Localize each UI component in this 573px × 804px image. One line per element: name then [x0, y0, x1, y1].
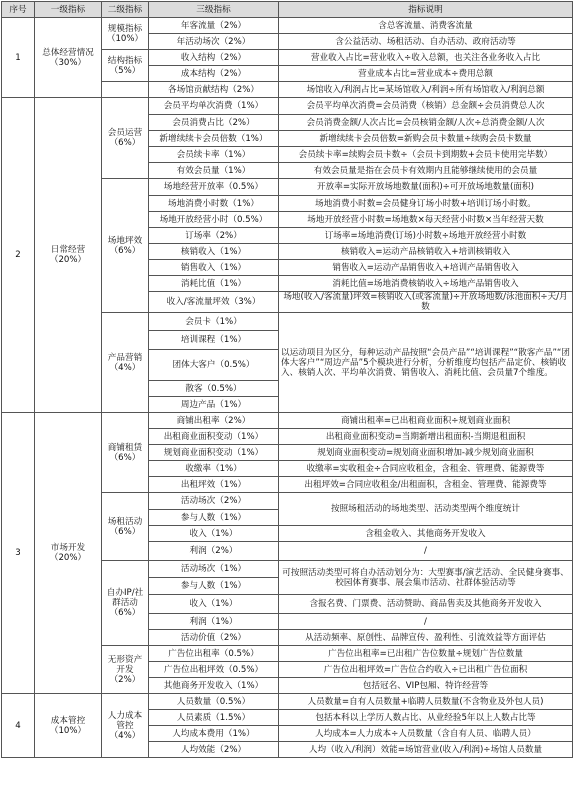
level2-indicator: 商铺租赁 （6%）: [102, 413, 149, 493]
level3-indicator: 收入（1%）: [149, 595, 279, 614]
indicator-description: 人均成本=人力成本÷人员数量（含自有人员、临聘人员）: [279, 726, 573, 742]
indicator-description: 新增续续卡会员倍数=新购会员卡数量÷续购会员卡数量: [279, 131, 573, 147]
indicator-description: 场馆收入/利润占比=某场馆收入/利润÷所有场馆收入/利润总额: [279, 82, 573, 98]
indicator-description: 场地消费小时数=会员健身订场小时数+培训订场小时数。: [279, 196, 573, 212]
level3-indicator: 商铺出租率（2%）: [149, 413, 279, 429]
table-row: [2, 413, 573, 429]
indicator-description: 核销收入=运动产品核销收入+培训核销收入: [279, 244, 573, 260]
indicator-description: 商铺出租率=已出租商业面积÷规划商业面积: [279, 413, 573, 429]
section-number: 3: [2, 413, 35, 694]
level3-indicator: 会员卡（1%）: [149, 313, 279, 331]
indicator-table: [1, 1, 573, 758]
indicator-description: 可按照活动类型可将自办活动划分为：大型赛事/演艺活动、全民健身赛事、校园体育赛事、展会集市活动、社群体验活动等: [279, 561, 573, 595]
indicator-description: 有效会员量是指在会员卡有效期内且能够继续使用的会员量: [279, 163, 573, 179]
level3-indicator: 广告位出租坪效（0.5%）: [149, 662, 279, 678]
level3-indicator: 周边产品（1%）: [149, 397, 279, 413]
level3-indicator: 年活动场次（2%）: [149, 34, 279, 50]
level3-indicator: 会员续卡率（1%）: [149, 147, 279, 163]
level3-indicator: 团体大客户（0.5%）: [149, 350, 279, 381]
level3-indicator: 出租商业面积变动（1%）: [149, 429, 279, 445]
level3-indicator: 培训课程（1%）: [149, 331, 279, 350]
section-number: 1: [2, 18, 35, 98]
indicator-description: 收缴率=实收租金÷合同应收租金，含租金、管理费、能源费等: [279, 461, 573, 477]
level3-indicator: 订场率（2%）: [149, 228, 279, 244]
table-row: [2, 98, 573, 115]
level1-indicator: 日常经营 （20%）: [35, 98, 102, 413]
indicator-description: 从活动频率、原创性、品牌宣传、盈利性、引流效益等方面评估: [279, 630, 573, 646]
table-body: [2, 18, 573, 758]
level1-indicator: 成本管控 （10%）: [35, 694, 102, 758]
level3-indicator: 人员数量（0.5%）: [149, 694, 279, 710]
indicator-description: 营业成本占比=营业成本÷费用总额: [279, 66, 573, 82]
level3-indicator: 会员消费占比（2%）: [149, 115, 279, 131]
table-row: [2, 18, 573, 34]
level2-indicator: 会员运营 （6%）: [102, 98, 149, 179]
level3-indicator: 参与人数（1%）: [149, 578, 279, 595]
level3-indicator: 出租坪效（1%）: [149, 477, 279, 493]
level3-indicator: 会员平均单次消费（1%）: [149, 98, 279, 115]
level3-indicator: 人员素质（1.5%）: [149, 710, 279, 726]
indicator-description: 按照场租活动的场地类型、活动类型两个维度统计: [279, 493, 573, 526]
level1-indicator: 市场开发 （20%）: [35, 413, 102, 694]
level3-indicator: 场地开放经营小时（0.5%）: [149, 212, 279, 228]
table-row: [2, 694, 573, 710]
level3-indicator: 活动场次（1%）: [149, 561, 279, 578]
indicator-description: /: [279, 614, 573, 630]
level3-indicator: 新增续续卡会员倍数（1%）: [149, 131, 279, 147]
indicator-description: 营业收入占比=营业收入÷收入总额，也关注各业务收入占比: [279, 50, 573, 66]
indicator-description: 含公益活动、场租活动、自办活动、政府活动等: [279, 34, 573, 50]
level3-indicator: 规划商业面积变动（1%）: [149, 445, 279, 461]
level3-indicator: 场地消费小时数（1%）: [149, 196, 279, 212]
level2-indicator: 场地坪效 （6%）: [102, 179, 149, 313]
indicator-description: 人均（收入/利润）效能=场馆营业(收入/利润)÷场馆人员数量: [279, 742, 573, 758]
indicator-description: 广告位出租率=已出租广告位数量÷规划广告位数量: [279, 646, 573, 662]
level3-indicator: 收入（1%）: [149, 526, 279, 542]
level2-indicator: 无形资产开发 （2%）: [102, 646, 149, 694]
indicator-description: 出租坪效=合同应收租金/出租面积，含租金、管理费、能源费等: [279, 477, 573, 493]
level3-indicator: 收入结构（2%）: [149, 50, 279, 66]
indicator-description: 含总客流量、消费客流量: [279, 18, 573, 34]
indicator-description: 出租商业面积变动=当期新增出租面积-当期退租面积: [279, 429, 573, 445]
section-number: 2: [2, 98, 35, 413]
level2-indicator: [102, 82, 149, 98]
level3-indicator: 核销收入（1%）: [149, 244, 279, 260]
indicator-description: 开放率=实际开放场地数量(面积)÷可开放场地数量(面积): [279, 179, 573, 196]
header-cell: 序号: [2, 2, 35, 18]
indicator-description: 场地开放经营小时数=场地数×每天经营小时数×当年经营天数: [279, 212, 573, 228]
indicator-description: 以运动项目为区分，每种运动产品按照“会员产品”“培训课程”“散客产品”“团体大客户”“周边产品”5个模块进行分析，分析维度均包括产品定价、核销收入、核销人次、平均单次消费、销售收入、消耗比值、会员量7个维度。: [279, 313, 573, 413]
level2-indicator: 自办IP/社群活动 （6%）: [102, 561, 149, 646]
indicator-description: 规划商业面积变动=规划商业面积增加-减少规划商业面积: [279, 445, 573, 461]
level3-indicator: 消耗比值（1%）: [149, 276, 279, 292]
indicator-description: 会员平均单次消费=会员消费（核销）总金额÷会员消费总人次: [279, 98, 573, 115]
level3-indicator: 收缴率（1%）: [149, 461, 279, 477]
indicator-description: 订场率=场地消费(订场)小时数÷场地开放经营小时数: [279, 228, 573, 244]
level3-indicator: 各场馆贡献结构（2%）: [149, 82, 279, 98]
indicator-description: 销售收入=运动产品销售收入+培训产品销售收入: [279, 260, 573, 276]
level3-indicator: 散客（0.5%）: [149, 381, 279, 397]
indicator-description: 包括冠名、VIP包厢、特许经营等: [279, 678, 573, 694]
level3-indicator: 收入/客流量坪效（3%）: [149, 292, 279, 313]
header-cell: 二级指标: [102, 2, 149, 18]
table-header-row: [2, 2, 573, 18]
header-cell: 指标说明: [279, 2, 573, 18]
level3-indicator: 人均效能（2%）: [149, 742, 279, 758]
level3-indicator: 广告位出租率（0.5%）: [149, 646, 279, 662]
level3-indicator: 其他商务开发收入（1%）: [149, 678, 279, 694]
indicator-description: 广告位出租坪效=广告位合约收入÷已出租广告位面积: [279, 662, 573, 678]
level2-indicator: 场租活动 （6%）: [102, 493, 149, 561]
indicator-description: 会员消费金额/人次占比=会员核销金额/人次÷总消费金额/人次: [279, 115, 573, 131]
level2-indicator: 产品营销 （4%）: [102, 313, 149, 413]
level1-indicator: 总体经营情况 （30%）: [35, 18, 102, 98]
level3-indicator: 利润（2%）: [149, 542, 279, 561]
level2-indicator: 规模指标 （10%）: [102, 18, 149, 50]
indicator-description: 包括本科以上学历人数占比、从业经验5年以上人数占比等: [279, 710, 573, 726]
indicator-description: 含报名费、门票费、活动赞助、商品售卖及其他商务开发收入: [279, 595, 573, 614]
level2-indicator: 人力成本管控 （4%）: [102, 694, 149, 758]
indicator-description: /: [279, 542, 573, 561]
section-number: 4: [2, 694, 35, 758]
indicator-description: 消耗比值=场地消费核销收入÷场地产品销售收入: [279, 276, 573, 292]
level3-indicator: 人均成本费用（1%）: [149, 726, 279, 742]
level3-indicator: 成本结构（2%）: [149, 66, 279, 82]
level3-indicator: 参与人数（1%）: [149, 510, 279, 526]
level3-indicator: 活动场次（2%）: [149, 493, 279, 510]
indicator-description: 含租金收入、其他商务开发收入: [279, 526, 573, 542]
level3-indicator: 年客流量（2%）: [149, 18, 279, 34]
level3-indicator: 场地经营开放率（0.5%）: [149, 179, 279, 196]
indicator-description: 人员数量=自有人员数量+临聘人员数量(不含物业及外包人员): [279, 694, 573, 710]
indicator-description: 场地(收入/客流量)坪效=核销收入(或客流量)÷开放场地数/泳池面积÷天/月数: [279, 292, 573, 313]
level3-indicator: 销售收入（1%）: [149, 260, 279, 276]
level3-indicator: 利润（1%）: [149, 614, 279, 630]
level2-indicator: 结构指标 （5%）: [102, 50, 149, 82]
header-cell: 三级指标: [149, 2, 279, 18]
level3-indicator: 活动价值（2%）: [149, 630, 279, 646]
header-cell: 一级指标: [35, 2, 102, 18]
level3-indicator: 有效会员量（1%）: [149, 163, 279, 179]
indicator-description: 会员续卡率=续购会员卡数÷（会员卡到期数+会员卡使用完毕数）: [279, 147, 573, 163]
